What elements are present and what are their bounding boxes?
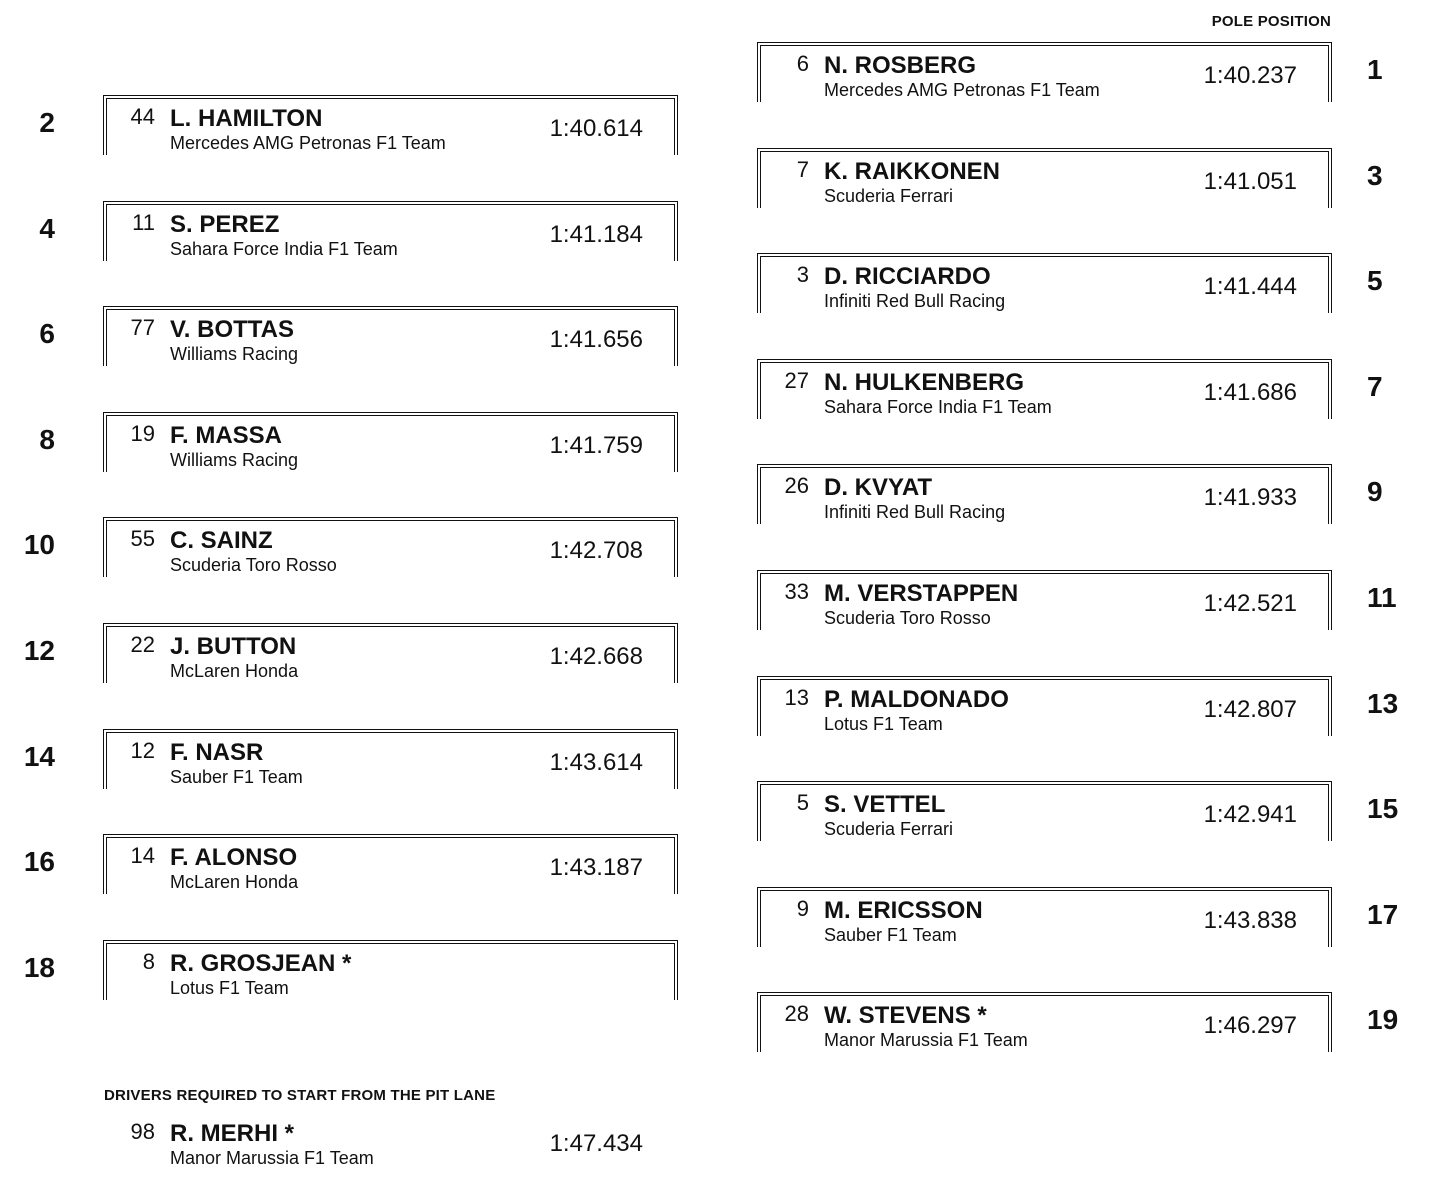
grid-slot-18 — [23, 940, 678, 1000]
driver-name: M. VERSTAPPEN — [824, 580, 1019, 607]
team-name: Lotus F1 Team — [824, 714, 943, 734]
car-number: 55 — [130, 526, 155, 551]
driver-name: N. ROSBERG — [824, 52, 977, 79]
team-name: Lotus F1 Team — [170, 978, 289, 998]
grid-slot-5 — [757, 253, 1383, 313]
grid-slot-16 — [23, 834, 678, 894]
grid-position: 19 — [1367, 1004, 1399, 1035]
lap-time: 1:41.933 — [1203, 484, 1297, 511]
lap-time: 1:43.614 — [549, 749, 643, 776]
grid-slot-11 — [757, 570, 1397, 630]
team-name: Scuderia Ferrari — [824, 186, 954, 206]
car-number: 5 — [796, 790, 809, 815]
grid-slot-12 — [23, 623, 678, 683]
grid-slot-3 — [757, 148, 1383, 208]
driver-name: V. BOTTAS — [170, 316, 295, 343]
lap-time: 1:41.656 — [549, 326, 643, 353]
car-number: 12 — [130, 738, 155, 763]
grid-position: 2 — [39, 107, 55, 138]
team-name: Mercedes AMG Petronas F1 Team — [170, 133, 446, 153]
lap-time: 1:42.807 — [1203, 696, 1297, 723]
car-number: 3 — [796, 262, 809, 287]
car-number: 22 — [130, 632, 155, 657]
grid-position: 14 — [23, 741, 55, 772]
team-name: Infiniti Red Bull Racing — [824, 502, 1006, 522]
car-number: 77 — [130, 315, 155, 340]
grid-slot-9 — [757, 464, 1383, 524]
driver-name: F. MASSA — [170, 422, 283, 449]
team-name: Sauber F1 Team — [170, 767, 303, 787]
grid-slot-13 — [757, 676, 1399, 736]
lap-time: 1:40.614 — [549, 115, 643, 142]
grid-slot-4 — [39, 201, 678, 261]
lap-time: 1:41.051 — [1203, 168, 1297, 195]
grid-slot-10 — [23, 517, 678, 577]
grid-position: 3 — [1367, 160, 1383, 191]
car-number: 19 — [130, 421, 155, 446]
grid-position: 4 — [39, 213, 55, 244]
grid-slot-7 — [757, 359, 1383, 419]
driver-name: D. KVYAT — [824, 474, 933, 501]
team-name: Sahara Force India F1 Team — [170, 239, 398, 259]
car-number: 44 — [130, 104, 155, 129]
team-name: Scuderia Toro Rosso — [824, 608, 991, 628]
team-name: McLaren Honda — [170, 872, 299, 892]
grid-slot-14 — [23, 729, 678, 789]
grid-position: 11 — [1367, 582, 1397, 613]
car-number: 6 — [796, 51, 809, 76]
lap-time: 1:41.444 — [1203, 273, 1297, 300]
car-number: 8 — [142, 949, 155, 974]
pit-lane-entry — [103, 1110, 678, 1172]
grid-position: 10 — [23, 529, 55, 560]
driver-name: W. STEVENS * — [824, 1002, 987, 1029]
lap-time: 1:42.941 — [1203, 801, 1297, 828]
grid-slot-6 — [39, 306, 678, 366]
grid-slot-1 — [757, 42, 1383, 102]
car-number: 9 — [796, 896, 809, 921]
driver-name: P. MALDONADO — [824, 686, 1009, 713]
grid-slot-19 — [757, 992, 1399, 1052]
driver-name: F. NASR — [170, 739, 264, 766]
car-number: 98 — [130, 1119, 155, 1144]
team-name: Sahara Force India F1 Team — [824, 397, 1052, 417]
lap-time: 1:43.838 — [1203, 907, 1297, 934]
lap-time: 1:42.668 — [549, 643, 643, 670]
driver-name: R. GROSJEAN * — [170, 950, 352, 977]
grid-slot-8 — [39, 412, 678, 472]
car-number: 27 — [784, 368, 809, 393]
lap-time: 1:41.686 — [1203, 379, 1297, 406]
team-name: Scuderia Ferrari — [824, 819, 954, 839]
grid-position: 15 — [1367, 793, 1399, 824]
grid-position: 12 — [23, 635, 55, 666]
driver-name: N. HULKENBERG — [824, 369, 1025, 396]
driver-name: R. MERHI * — [170, 1120, 295, 1147]
driver-name: K. RAIKKONEN — [824, 158, 1001, 185]
grid-position: 7 — [1367, 371, 1383, 402]
lap-time: 1:43.187 — [549, 854, 643, 881]
car-number: 33 — [784, 579, 809, 604]
team-name: Williams Racing — [170, 450, 299, 470]
car-number: 13 — [784, 685, 809, 710]
grid-slot-2 — [39, 95, 678, 155]
team-name: Scuderia Toro Rosso — [170, 555, 337, 575]
car-number: 14 — [130, 843, 155, 868]
lap-time: 1:41.184 — [549, 221, 643, 248]
driver-name: D. RICCIARDO — [824, 263, 991, 290]
team-name: Manor Marussia F1 Team — [824, 1030, 1028, 1050]
driver-name: S. VETTEL — [824, 791, 946, 818]
team-name: Mercedes AMG Petronas F1 Team — [824, 80, 1100, 100]
grid-position: 1 — [1367, 54, 1383, 85]
grid-position: 5 — [1367, 265, 1383, 296]
lap-time: 1:46.297 — [1203, 1012, 1297, 1039]
car-number: 7 — [796, 157, 809, 182]
driver-name: M. ERICSSON — [824, 897, 983, 924]
lap-time: 1:42.708 — [549, 537, 643, 564]
grid-slot-15 — [757, 781, 1399, 841]
team-name: Sauber F1 Team — [824, 925, 957, 945]
car-number: 11 — [132, 210, 155, 235]
team-name: Williams Racing — [170, 344, 299, 364]
team-name: Infiniti Red Bull Racing — [824, 291, 1006, 311]
grid-position: 17 — [1367, 899, 1399, 930]
driver-name: C. SAINZ — [170, 527, 273, 554]
pit-lane-heading: DRIVERS REQUIRED TO START FROM THE PIT LANE — [104, 1087, 496, 1104]
driver-name: F. ALONSO — [170, 844, 298, 871]
pole-position-heading: POLE POSITION — [1211, 13, 1331, 30]
grid-position: 9 — [1367, 476, 1383, 507]
grid-position: 8 — [39, 424, 55, 455]
grid-position: 13 — [1367, 688, 1399, 719]
team-name: Manor Marussia F1 Team — [170, 1148, 374, 1168]
grid-slot-17 — [757, 887, 1399, 947]
car-number: 26 — [784, 473, 809, 498]
driver-name: S. PEREZ — [170, 211, 280, 238]
grid-position: 16 — [23, 846, 55, 877]
lap-time: 1:40.237 — [1203, 62, 1297, 89]
lap-time: 1:47.434 — [549, 1130, 643, 1157]
lap-time: 1:42.521 — [1203, 590, 1297, 617]
grid-position: 6 — [39, 318, 55, 349]
grid-position: 18 — [23, 952, 55, 983]
driver-name: L. HAMILTON — [170, 105, 323, 132]
driver-name: J. BUTTON — [170, 633, 297, 660]
team-name: McLaren Honda — [170, 661, 299, 681]
car-number: 28 — [784, 1001, 809, 1026]
lap-time: 1:41.759 — [549, 432, 643, 459]
